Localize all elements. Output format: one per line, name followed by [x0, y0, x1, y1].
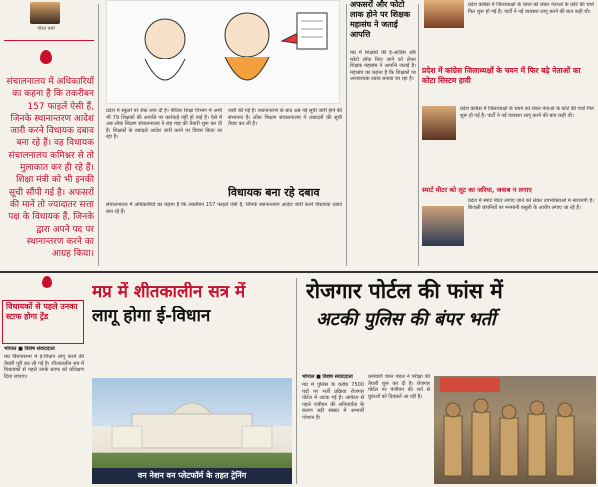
dateline: भोपाल ■ विशेष संवाददाता	[302, 374, 353, 380]
center-story	[100, 0, 344, 268]
photo-caption: गौरव वर्मा	[37, 26, 55, 32]
e-vidhan-headline-2: लागू होगा ई-विधान	[92, 306, 211, 326]
photo-caption-bar	[92, 468, 292, 484]
politician-photo	[424, 0, 464, 28]
far-right-intro: प्रदेश कांग्रेस में जिलाध्यक्षों के चयन को लेकर नेताओं के कोटे की चर्चा फिर शुरू हो गई है। पार्टी ने नई व्यवस्था लागू करने की बात कही थी।	[468, 2, 594, 15]
column-rule	[418, 4, 419, 266]
center-col-3: संचालनालय में अधिकारियों का कहना है कि तकरीबन 157 फाइलें ऐसी हैं, जिनके स्थानान्तरण आदेश जारी करने विधायक दबाव बना रहे हैं।	[106, 202, 342, 215]
pull-quote: संचालनालय में अधिकारियों का कहना है कि तकरीबन 157 फाइलें ऐसी हैं, जिनके स्थानान्तरण आदेश जारी करने विधायक दबाव बना रहे हैं। वह विधायक संचालनालय कमिश्नर से तो मुलाकात कर ही रहे हैं। शिक्षा मंत्री को भी इनकी सूची सौंपी गई है। अफसरों की मानें तो ज्यादातर सत्ता पक्ष के विधायक हैं, जिनके द्वारा अपने पद पर स्थानान्तरण करने का आग्रह किया।	[6, 77, 94, 260]
far-right-body-1: प्रदेश कांग्रेस में जिलाध्यक्षों के चयन को लेकर नेताओं के कोटे की चर्चा फिर शुरू हो गई है। पार्टी ने नई व्यवस्था लागू करने की बात कही थी।	[460, 106, 594, 119]
top-right-story	[348, 0, 416, 268]
column-rule	[98, 4, 99, 266]
teaser-box	[2, 300, 84, 344]
far-right-headline-1: प्रदेश में कांग्रेस जिलाध्यक्षों के चयन में फिर बढ़े नेताओं का कोटा सिस्टम हावी	[422, 66, 581, 85]
police-body-left: मप्र में पुलिस के करीब 7500 पदों पर भर्ती प्रक्रिया रोजगार पोर्टल में अटक गई है। आवेदन से पहले पंजीयन की अनिवार्यता के कारण बड़ी संख्या में अभ्यर्थी परेशान हैं।	[302, 382, 364, 421]
section-divider	[0, 271, 598, 273]
far-right-body-2: प्रदेश में स्मार्ट मीटर लगाए जाने को लेकर उपभोक्ताओं में नाराजगी है। बिजली कंपनियों पर मनमानी वसूली के आरोप लगाए जा रहे हैं।	[468, 198, 594, 211]
top-left-column	[0, 0, 96, 268]
divider	[4, 40, 94, 41]
bottom-left-body: मप्र विधानसभा में ई-विधान लागू करने की तैयारी पूरी कर ली गई है। शीतकालीन सत्र में विधायकों से पहले उनके स्टाफ को प्रशिक्षण दिया जाएगा।	[4, 354, 84, 380]
police-headline-1: रोजगार पोर्टल की फांस में	[306, 279, 503, 303]
column-rule	[296, 278, 297, 484]
center-col-2: जारी की गई है। स्थानान्तरण के बाद अब नई सूची जारी होने की संभावना है। लोक शिक्षण संचालनालय ने तबादलों की सूची तैयार कर ली है।	[228, 108, 342, 128]
smart-meter-photo	[422, 206, 464, 246]
drop-icon	[40, 50, 52, 64]
center-subheadline: विधायक बना रहे दबाव	[228, 186, 320, 199]
center-col-1: प्रदेश में स्कूलों पर रोक लगा दी है। नीतिश शिक्षा विभाग में अभी भी 79 शिक्षकों की आपत्ति पर कार्रवाई नहीं हो पाई है। ऐसे में अब लोक शिक्षण संचालनालय ने छह माह की तैयारी शुरू कर दी है। शिक्षकों के तबादले आदेश जारी करने पर विचार किया जा रहा है।	[106, 108, 222, 141]
drop-icon	[42, 276, 52, 288]
police-photo	[434, 376, 596, 484]
police-drawing	[434, 376, 596, 484]
police-body-right: कर्मचारी चयन मंडल ने परीक्षा की तैयारी शुरू कर दी है। रोजगार पोर्टल पर पंजीयन की शर्त से युवाओं को दिक्कतें आ रही हैं।	[368, 374, 430, 400]
cartoon-illustration	[106, 0, 340, 104]
column-rule	[346, 4, 347, 266]
right-headline: अफसरों और फोटो लाक होने पर शिक्षक महासंघ ने जताई आपत्ति	[350, 0, 410, 39]
cartoon-drawing	[107, 1, 339, 103]
dateline: भोपाल ■ विशेष संवाददाता	[4, 346, 55, 352]
bottom-right-story	[298, 276, 598, 487]
congress-leader-photo	[422, 106, 456, 140]
right-body: मप्र में शिक्षकों की ई-अटेंडेंस और फोटो लॉक किए जाने को लेकर शिक्षक महासंघ ने आपत्ति जताई है। महासंघ का कहना है कि शिक्षकों पर अनावश्यक दबाव बनाया जा रहा है।	[350, 50, 416, 83]
e-vidhan-headline-1: मप्र में शीतकालीन सत्र में	[92, 282, 246, 302]
police-headline-2: अटकी पुलिस की बंपर भर्ती	[316, 309, 496, 330]
far-right-column	[420, 0, 598, 268]
bottom-left-column	[0, 276, 86, 487]
columnist-photo	[30, 2, 60, 24]
teaser-text: विधायकों से पहले उनका स्टाफ होगा ट्रेंड	[6, 302, 78, 321]
bottom-middle-story	[88, 276, 294, 487]
photo-caption: वन नेशन वन प्लेटफॉर्म के तहत ट्रेनिंग	[137, 471, 247, 480]
far-right-headline-2: स्मार्ट मीटर को लूट का जरिया, जवाब न लगाए	[422, 186, 532, 194]
